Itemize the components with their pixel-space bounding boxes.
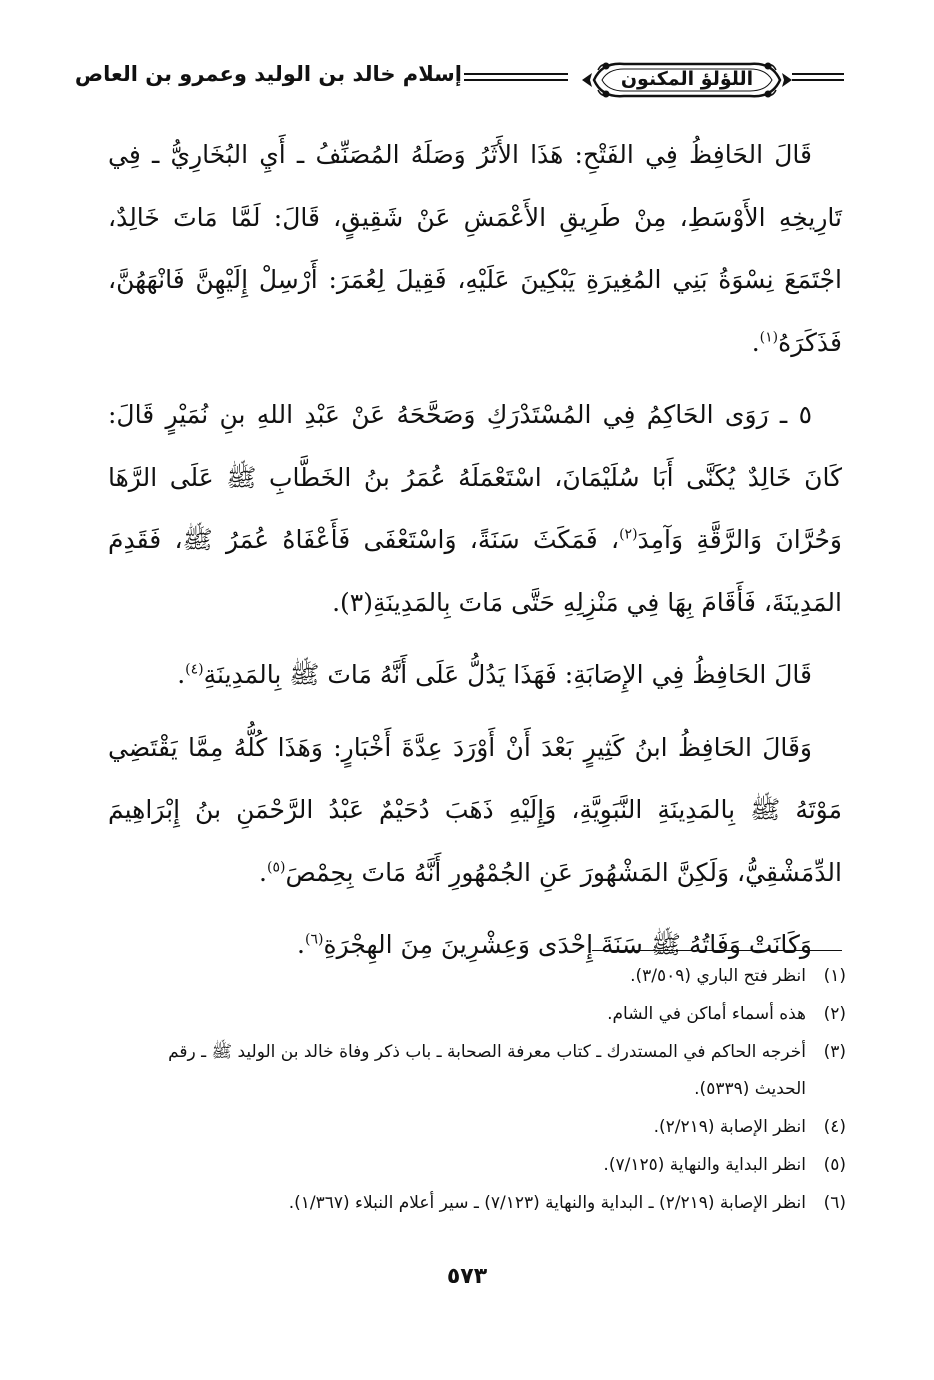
- footnote: [112, 1185, 846, 1223]
- running-header: [74, 52, 844, 110]
- footnote-number: (٤): [823, 1117, 846, 1138]
- footnotes: [112, 958, 846, 1223]
- book-title-cartouche: [580, 58, 794, 102]
- footnote-number: (١): [823, 966, 846, 986]
- footnote-ref: (٦): [305, 931, 324, 948]
- paragraph: وَقَالَ الحَافِظُ ابنُ كَثِيرٍ بَعْدَ أَنْ أَوْرَدَ عِدَّةَ أَخْبَارٍ: وَهَذَا كُلُّهُ مِمَّا يَقْتَضِي مَوْتَهُ ﷺ بِالمَدِينَةِ النَّبَوِيَّةِ، وَإِلَيْهِ ذَهَبَ دُحَيْمٌ عَبْدُ الرَّحْمَنِ بنُ إِبْرَاهِيمَ الدِّمَشْقِيُّ، وَلَكِنَّ المَشْهُورَ عَنِ الجُمْهُورِ أَنَّهُ مَاتَ بِحِمْصَ$^{(٥)}$.: [108, 732, 842, 887]
- footnote: [112, 1147, 846, 1185]
- footnote-text: انظر الإصابة (٢/٢١٩).: [653, 1117, 806, 1138]
- main-text: [108, 124, 842, 977]
- header-double-rule-right: [792, 71, 844, 85]
- footnote-number: (٥): [823, 1154, 846, 1175]
- section-title: إسلام خالد بن الوليد وعمرو بن العاص: [74, 62, 462, 86]
- footnote-text: انظر فتح الباري (٣/٥٠٩).: [630, 966, 806, 986]
- footnote-ref: (٤): [185, 661, 204, 678]
- footnote-text: انظر الإصابة (٢/٢١٩) ـ البداية والنهاية (٧/١٢٣) ـ سير أعلام النبلاء (١/٣٦٧).: [288, 1192, 806, 1213]
- footnote: [112, 1034, 846, 1110]
- header-double-rule-middle: [464, 71, 568, 85]
- paragraph: وَكَانَتْ وَفَاتُهُ ﷺ سَنَةَ إِحْدَى وَعِشْرِينَ مِنَ الهِجْرَةِ$^{(٦)}$.: [297, 930, 812, 959]
- paragraph: ٥ ـ رَوَى الحَاكِمُ فِي المُسْتَدْرَكِ وَصَحَّحَهُ عَنْ عَبْدِ اللهِ بنِ نُمَيْرٍ قَالَ: كَانَ خَالِدٌ يُكَنَّى أَبَا سُلَيْمَانَ، اسْتَعْمَلَهُ عُمَرُ بنُ الخَطَّابِ ﷺ عَلَى الرَّهَا وَحُرَّانَ وَالرَّقَّةِ وَآمِدَ$^{(٢)}$، فَمَكَثَ سَنَةً، وَاسْتَعْفَى فَأَعْفَاهُ عُمَرُ ﷺ، فَقَدِمَ المَدِينَةَ، فَأَقَامَ بِهَا فِي مَنْزِلِهِ حَتَّى مَاتَ بِالمَدِينَةِ(٣).: [108, 400, 842, 617]
- footnote-text: انظر البداية والنهاية (٧/١٢٥).: [603, 1154, 806, 1175]
- footnote-text: أخرجه الحاكم في المستدرك ـ كتاب معرفة الصحابة ـ باب ذكر وفاة خالد بن الوليد ﷺ ـ رقم الحديث (٥٣٣٩).: [168, 1041, 806, 1100]
- footnote: [112, 1109, 846, 1147]
- page-number: ٥٧٣: [446, 1264, 488, 1289]
- paragraph: قَالَ الحَافِظُ فِي الإِصَابَةِ: فَهَذَا يَدُلُّ عَلَى أَنَّهُ مَاتَ ﷺ بِالمَدِينَةِ$^{(٤)}$.: [177, 660, 812, 689]
- footnote-ref: (٥): [266, 859, 286, 876]
- footnote-separator: [592, 950, 842, 951]
- paragraph: قَالَ الحَافِظُ فِي الفَتْحِ: هَذَا الأَثَرُ وَصَلَهُ المُصَنِّفُ ـ أَيِ البُخَارِيُّ ـ فِي تَارِيخِهِ الأَوْسَطِ، مِنْ طَرِيقِ الأَعْمَشِ عَنْ شَقِيقٍ، قَالَ: لَمَّا مَاتَ خَالِدٌ، اجْتَمَعَ نِسْوَةُ بَنِي المُغِيرَةِ يَبْكِينَ عَلَيْهِ، فَقِيلَ لِعُمَرَ: أَرْسِلْ إِلَيْهِنَّ فَانْهَهُنَّ، فَذَكَرَهُ$^{(١)}$.: [108, 140, 842, 357]
- footnote-text: هذه أسماء أماكن في الشام.: [607, 1003, 806, 1024]
- footnote-number: (٣): [823, 1041, 846, 1062]
- footnote-ref: (٢): [619, 526, 638, 543]
- footnote-number: (٦): [823, 1192, 846, 1213]
- book-title: اللؤلؤ المكنون: [620, 68, 754, 90]
- footnote: [112, 996, 846, 1034]
- footnote-number: (٢): [823, 1003, 846, 1024]
- footnote-ref: (١): [759, 329, 779, 346]
- footnote: [112, 958, 846, 996]
